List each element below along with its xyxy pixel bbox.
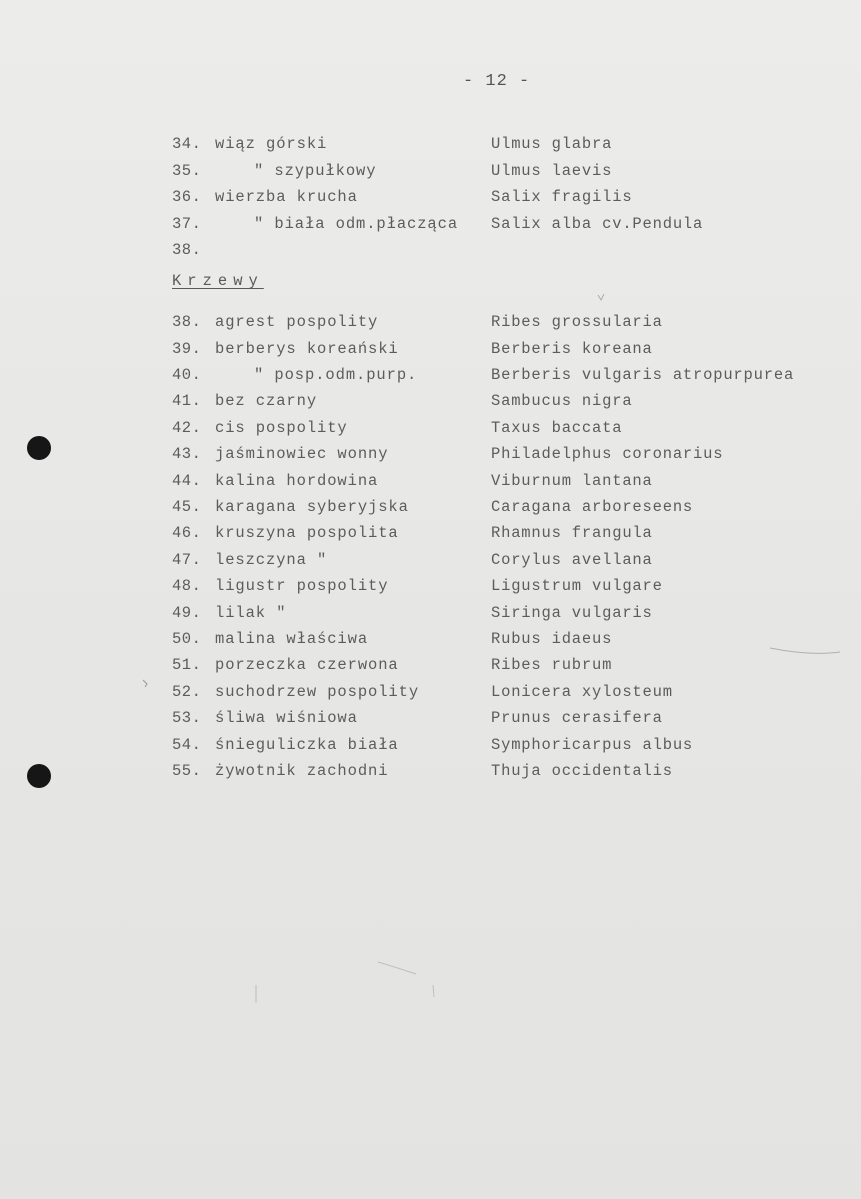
latin-name: Sambucus nigra — [491, 392, 633, 410]
section-heading: Krzewy — [172, 272, 264, 290]
polish-name: " biała odm.płacząca — [254, 215, 459, 233]
latin-name: Thuja occidentalis — [491, 762, 673, 780]
polish-name: wierzba krucha — [215, 188, 358, 206]
item-number: 41. — [172, 392, 202, 410]
item-number: 38. — [172, 313, 202, 331]
polish-name: karagana syberyjska — [215, 498, 409, 516]
item-number: 51. — [172, 656, 202, 674]
latin-name: Prunus cerasifera — [491, 709, 663, 727]
latin-name: Ligustrum vulgare — [491, 577, 663, 595]
item-number: 52. — [172, 683, 202, 701]
latin-name: Siringa vulgaris — [491, 604, 653, 622]
item-number: 54. — [172, 736, 202, 754]
polish-name: " szypułkowy — [254, 162, 377, 180]
item-number: 48. — [172, 577, 202, 595]
item-number: 42. — [172, 419, 202, 437]
latin-name: Salix alba cv.Pendula — [491, 215, 704, 233]
latin-name: Ulmus laevis — [491, 162, 613, 180]
latin-name: Berberis koreana — [491, 340, 653, 358]
polish-name: jaśminowiec wonny — [215, 445, 389, 463]
polish-name: ligustr pospolity — [215, 577, 389, 595]
item-number: 53. — [172, 709, 202, 727]
latin-name: Corylus avellana — [491, 551, 653, 569]
polish-name: kruszyna pospolita — [215, 524, 399, 542]
latin-name: Viburnum lantana — [491, 472, 653, 490]
latin-name: Rhamnus frangula — [491, 524, 653, 542]
latin-name: Symphoricarpus albus — [491, 736, 694, 754]
item-number: 44. — [172, 472, 202, 490]
latin-name: Ribes rubrum — [491, 656, 613, 674]
polish-name: cis pospolity — [215, 419, 348, 437]
latin-name: Salix fragilis — [491, 188, 633, 206]
latin-name: Rubus idaeus — [491, 630, 613, 648]
polish-name: leszczyna " — [215, 551, 328, 569]
item-number: 49. — [172, 604, 202, 622]
item-number: 45. — [172, 498, 202, 516]
polish-name: " posp.odm.purp. — [254, 366, 418, 384]
polish-name: wiąz górski — [215, 135, 328, 153]
item-number: 35. — [172, 162, 202, 180]
polish-name: suchodrzew pospolity — [215, 683, 420, 701]
item-number: 39. — [172, 340, 202, 358]
page-number: - 12 - — [463, 72, 531, 91]
latin-name: Philadelphus coronarius — [491, 445, 724, 463]
polish-name: żywotnik zachodni — [215, 762, 389, 780]
item-number: 37. — [172, 215, 202, 233]
item-number: 47. — [172, 551, 202, 569]
polish-name: malina właściwa — [215, 630, 369, 648]
item-number: 38. — [172, 241, 202, 259]
polish-name: śliwa wiśniowa — [215, 709, 358, 727]
item-number: 43. — [172, 445, 202, 463]
item-number: 55. — [172, 762, 202, 780]
latin-name: Lonicera xylosteum — [491, 683, 673, 701]
polish-name: agrest pospolity — [215, 313, 379, 331]
latin-name: Ulmus glabra — [491, 135, 613, 153]
polish-name: lilak " — [215, 604, 287, 622]
item-number: 36. — [172, 188, 202, 206]
polish-name: śnieguliczka biała — [215, 736, 399, 754]
polish-name: bez czarny — [215, 392, 318, 410]
item-number: 50. — [172, 630, 202, 648]
polish-name: kalina hordowina — [215, 472, 379, 490]
item-number: 40. — [172, 366, 202, 384]
latin-name: Ribes grossularia — [491, 313, 663, 331]
item-number: 34. — [172, 135, 202, 153]
polish-name: porzeczka czerwona — [215, 656, 399, 674]
latin-name: Taxus baccata — [491, 419, 623, 437]
polish-name: berberys koreański — [215, 340, 399, 358]
item-number: 46. — [172, 524, 202, 542]
latin-name: Berberis vulgaris atropurpurea — [491, 366, 795, 384]
latin-name: Caragana arboreseens — [491, 498, 694, 516]
